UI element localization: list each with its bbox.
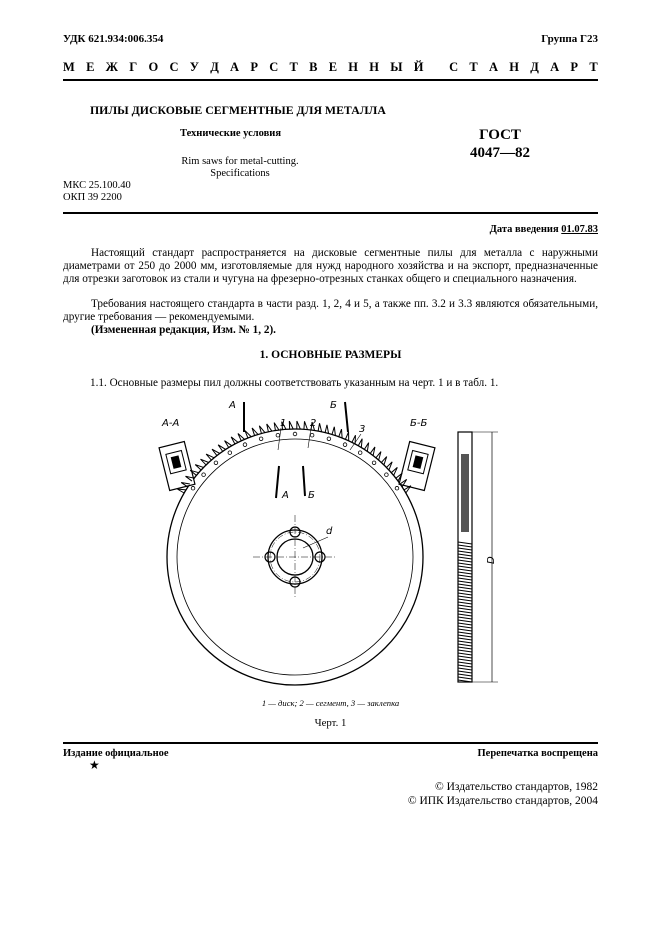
section-heading: 1. ОСНОВНЫЕ РАЗМЕРЫ (259, 349, 402, 361)
label-section-aa: А-А (162, 418, 180, 429)
rivet-mark (276, 433, 280, 437)
side-tooth (458, 581, 472, 583)
title-rule (63, 212, 598, 214)
side-tooth (458, 677, 472, 679)
banner-letter: Ы (390, 60, 403, 74)
rivet-mark (343, 443, 347, 447)
banner-letter: А (489, 60, 499, 74)
side-tooth (458, 659, 472, 661)
banner-letter: Н (348, 60, 359, 74)
side-tooth (458, 584, 472, 586)
banner-letter: В (309, 60, 318, 74)
side-tooth (458, 605, 472, 607)
side-tooth (458, 611, 472, 613)
rivet-mark (214, 461, 218, 465)
rivet-mark (243, 443, 247, 447)
banner-letter: Е (86, 60, 95, 74)
footer-rule (63, 742, 598, 744)
banner-gap (435, 60, 438, 75)
side-tooth (458, 662, 472, 664)
paragraph-amendment: (Измененная редакция, Изм. № 1, 2). (91, 323, 276, 336)
rivet-mark (327, 437, 331, 441)
classification-codes (63, 180, 131, 204)
banner-letter: М (63, 60, 75, 74)
side-tooth (458, 593, 472, 595)
document-subtitle: Технические условия (180, 128, 282, 139)
callout-2: 2 (310, 418, 317, 429)
clause-1-1: 1.1. Основные размеры пил должны соответствовать указанным на черт. 1 и в табл. 1. (90, 377, 499, 389)
side-tooth (458, 560, 472, 562)
side-tooth (458, 617, 472, 619)
rivet-mark (202, 473, 206, 477)
banner-letter: Н (509, 60, 520, 74)
saw-drawing (140, 392, 525, 698)
document-title: ПИЛЫ ДИСКОВЫЕ СЕГМЕНТНЫЕ ДЛЯ МЕТАЛЛА (90, 103, 386, 117)
callout-3: 3 (359, 424, 366, 435)
banner-letter: С (269, 60, 279, 74)
mks-code: МКС 25.100.40 (63, 180, 131, 191)
banner-letter: Д (210, 60, 219, 74)
banner-letter: С (169, 60, 179, 74)
side-tooth (458, 608, 472, 610)
copyright-1982: © Издательство стандартов, 1982 (434, 781, 598, 793)
side-tooth (458, 620, 472, 622)
section-view-aa (159, 442, 195, 491)
requirements-paragraph (63, 298, 598, 336)
banner-letter: Ж (105, 60, 119, 74)
intro-date (490, 224, 598, 235)
saw-tooth (297, 421, 301, 429)
side-tooth (458, 632, 472, 634)
intro-date-value: 01.07.83 (561, 224, 598, 235)
side-tooth (458, 626, 472, 628)
saw-tooth (274, 423, 279, 431)
side-tooth (458, 614, 472, 616)
label-diameter-d: d (326, 526, 333, 537)
side-tooth (458, 635, 472, 637)
side-tooth (458, 653, 472, 655)
banner-letter: Р (250, 60, 258, 74)
saw-tooth (289, 421, 293, 429)
rivet-mark (358, 451, 362, 455)
saw-tooth (304, 421, 308, 429)
english-title (160, 156, 320, 180)
side-tooth (458, 644, 472, 646)
side-tooth (458, 569, 472, 571)
banner-letter: А (550, 60, 560, 74)
rivet-mark (395, 486, 399, 490)
side-view-hub (461, 454, 469, 532)
section-line-b-bottom (303, 466, 305, 496)
label-a-bottom: А (282, 490, 289, 501)
scope-paragraph (63, 247, 598, 285)
side-tooth (458, 590, 472, 592)
okp-code: ОКП 39 2200 (63, 192, 122, 203)
side-tooth (458, 578, 472, 580)
gost-label: ГОСТ (479, 127, 521, 143)
group-code: Группа Г23 (541, 33, 598, 45)
side-tooth (458, 551, 472, 553)
section-line-a-bottom (276, 466, 279, 498)
saw-tooth (318, 423, 322, 432)
rivet-mark (385, 473, 389, 477)
side-tooth (458, 545, 472, 547)
side-tooth (458, 668, 472, 670)
banner-letter: Д (530, 60, 539, 74)
drawing-static (159, 402, 498, 685)
banner-letter: Т (589, 60, 598, 74)
banner-letter: О (148, 60, 159, 74)
side-tooth (458, 638, 472, 640)
side-tooth (458, 572, 472, 574)
banner-rule (63, 79, 598, 81)
side-tooth (458, 557, 472, 559)
label-b-top: Б (330, 400, 337, 411)
banner-letter: Е (328, 60, 338, 74)
side-tooth (458, 563, 472, 565)
side-tooth (458, 596, 472, 598)
side-tooth (458, 674, 472, 676)
english-title-line1: Rim saws for metal-cutting. (181, 156, 299, 167)
callout-1: 1 (280, 418, 287, 429)
leader-1 (278, 428, 281, 450)
paragraph-requirements: Требования настоящего стандарта в части разд. 1, 2, 4 и 5, а также пп. 3.2 и 3.3 являются обязательными, другие требования — рекомендуемыми. (63, 298, 598, 323)
side-tooth (458, 641, 472, 643)
side-tooth (458, 575, 472, 577)
figure-caption: Черт. 1 (314, 717, 347, 729)
banner-letter: Т (469, 60, 478, 74)
side-tooth (458, 554, 472, 556)
side-tooth (458, 665, 472, 667)
saw-tooth (259, 426, 265, 434)
banner-letter: Г (129, 60, 138, 74)
banner-letter: А (230, 60, 240, 74)
side-tooth (458, 566, 472, 568)
english-title-line2: Specifications (210, 168, 270, 179)
saw-tooth (332, 427, 335, 436)
paragraph-scope: Настоящий стандарт распространяется на дисковые сегментные пилы для металла с наружными диаметрами от 250 до 2000 мм, изготовляемые для нужд народного хозяйства и на экспорт, предназначенные для отрезки заготовок из стали и чугуна на фрезерно-отрезных станках общего и специального назначения. (63, 247, 598, 285)
label-diameter-D: D (486, 556, 497, 564)
banner-letter: Й (413, 60, 424, 74)
rivet-mark (310, 433, 314, 437)
side-tooth (458, 599, 472, 601)
side-tooth (458, 629, 472, 631)
leader-2 (308, 428, 311, 448)
standard-banner (63, 60, 598, 75)
figure-legend: 1 — диск; 2 — сегмент, 3 — заклепка (261, 698, 400, 708)
copyright-2004: © ИПК Издательство стандартов, 2004 (407, 794, 598, 807)
rivet-mark (372, 461, 376, 465)
side-tooth (458, 650, 472, 652)
banner-letter: Т (289, 60, 298, 74)
side-tooth (458, 602, 472, 604)
gost-number: 4047—82 (470, 145, 530, 161)
gost-designation (470, 126, 530, 162)
rivet-mark (293, 432, 297, 436)
copyright-block (408, 781, 598, 808)
banner-letter: Р (570, 60, 579, 74)
side-tooth (458, 656, 472, 658)
rivet-mark (191, 486, 195, 490)
section-line-b-top (345, 402, 348, 432)
saw-tooth (325, 425, 328, 434)
label-section-bb: Б-Б (410, 418, 428, 429)
banner-letter: Н (369, 60, 379, 74)
side-tooth (458, 542, 472, 544)
label-b-bottom: Б (308, 490, 315, 501)
rivet-mark (228, 451, 232, 455)
banner-letter: С (449, 60, 459, 74)
side-tooth (458, 587, 472, 589)
reprint-notice: Перепечатка воспрещена (477, 748, 598, 759)
banner-letter: У (189, 60, 199, 74)
side-tooth (458, 647, 472, 649)
label-a-top: А (229, 400, 236, 411)
saw-tooth (267, 424, 272, 432)
side-tooth (458, 623, 472, 625)
star-icon: ★ (89, 758, 100, 772)
rivet-mark (259, 437, 263, 441)
udk-code: УДК 621.934:006.354 (63, 33, 164, 45)
official-edition: Издание официальное (63, 748, 169, 759)
side-tooth (458, 671, 472, 673)
side-tooth (458, 548, 472, 550)
intro-date-label: Дата введения (489, 224, 562, 235)
